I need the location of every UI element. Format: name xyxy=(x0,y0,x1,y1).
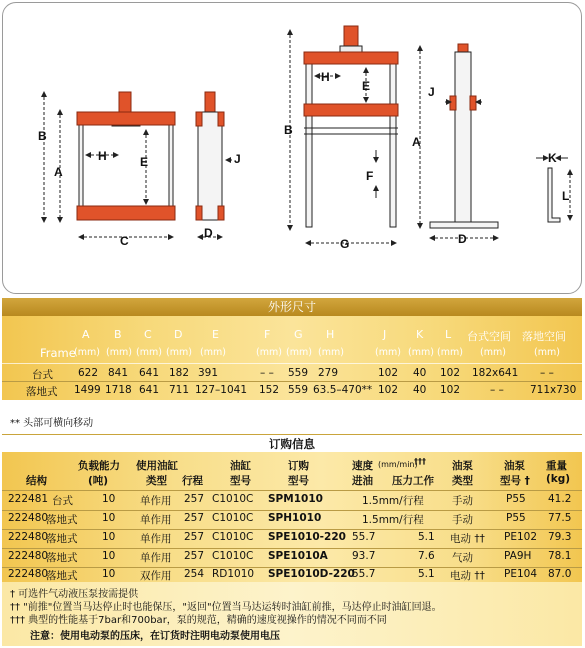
press-frame-drawing xyxy=(0,0,585,298)
hdr-advance: 进油 xyxy=(352,475,373,487)
dim-cell: 559 xyxy=(288,367,309,379)
row-model: SPE1010-220 xyxy=(268,531,346,543)
hdr-weight-1: 重量 xyxy=(546,460,567,472)
row-pump-type: 气动 xyxy=(452,552,473,564)
label-b-floor: B xyxy=(284,123,293,137)
ordering-notes xyxy=(2,582,582,646)
row-advance: 55.7 xyxy=(352,531,376,543)
dim-cell: 711 xyxy=(169,384,190,396)
row-speed-note: 1.5mm/行程 xyxy=(362,495,424,507)
label-d: D xyxy=(204,226,213,240)
ordering-title: 订购信息 xyxy=(269,437,315,451)
dim-cell: 1499 xyxy=(74,384,101,396)
row-stroke: 257 xyxy=(184,550,205,562)
dim-cell: 182x641 xyxy=(472,367,519,379)
col-g: G xyxy=(294,328,303,341)
row-advance: 93.7 xyxy=(352,550,376,562)
label-b: B xyxy=(38,129,47,143)
hdr-capacity-unit: (吨) xyxy=(88,475,109,487)
hdr-pressure: 压力工作 xyxy=(392,475,434,487)
hdr-cylinder-model-2: 型号 xyxy=(230,475,251,487)
hdr-pump-type-1: 油泵 xyxy=(452,460,473,472)
row-cylinder: C1010C xyxy=(212,493,254,505)
dim-cell: – – xyxy=(260,367,274,379)
row-pump-type: 手动 xyxy=(452,495,473,507)
dim-cell: – – xyxy=(490,384,504,396)
unit-d: (mm) xyxy=(166,347,192,358)
table-row xyxy=(2,531,582,548)
label-f: F xyxy=(366,169,374,183)
dim-cell: 182 xyxy=(169,367,190,379)
dim-cell: 152 xyxy=(259,384,280,396)
row-structure: 落地式 xyxy=(46,552,78,564)
technical-drawing xyxy=(0,0,585,298)
unit-b: (mm) xyxy=(106,347,132,358)
row-code: 222480 xyxy=(8,531,49,543)
frame-label: Frame xyxy=(40,346,76,360)
row-type: 单作用 xyxy=(140,514,172,526)
row-structure: 台式 xyxy=(52,495,73,507)
row-speed-note: 1.5mm/行程 xyxy=(362,514,424,526)
hdr-speed-marks: ††† xyxy=(414,457,426,466)
row-code: 222480 xyxy=(8,512,49,524)
table-row xyxy=(2,550,582,567)
bench-press-front-view xyxy=(44,92,175,237)
dim-cell: 63.5–470** xyxy=(313,384,373,396)
dimensions-title: 外形尺寸 xyxy=(267,300,316,314)
dim-cell: 40 xyxy=(413,367,427,379)
dimensions-footnote: ** 头部可横向移动 xyxy=(10,418,94,429)
row-weight: 77.5 xyxy=(548,512,572,524)
hdr-speed-unit: (mm/min) xyxy=(378,460,418,469)
unit-e: (mm) xyxy=(200,347,226,358)
col-c: C xyxy=(144,328,152,341)
dim-cell: 102 xyxy=(378,384,399,396)
row-structure: 落地式 xyxy=(46,514,78,526)
dim-cell: 102 xyxy=(378,367,399,379)
dim-cell: 711x730 xyxy=(530,384,577,396)
row-code: 222480 xyxy=(8,550,49,562)
row-type: 单作用 xyxy=(140,552,172,564)
row-pump-model: PA9H xyxy=(504,550,532,562)
dim-cell: 1718 xyxy=(105,384,132,396)
unit-k: (mm) xyxy=(408,347,434,358)
row-weight: 78.1 xyxy=(548,550,572,562)
dim-cell: 391 xyxy=(198,367,219,379)
label-h: H xyxy=(98,149,107,163)
row-stroke: 257 xyxy=(184,512,205,524)
dim-cell: 641 xyxy=(139,367,160,379)
unit-f: (mm) xyxy=(256,347,282,358)
unit-a: (mm) xyxy=(74,347,100,358)
unit-g: (mm) xyxy=(286,347,312,358)
label-d-floor: D xyxy=(458,232,467,246)
dim-cell: 279 xyxy=(318,367,339,379)
dimensions-table xyxy=(2,316,582,400)
row-pressure: 5.1 xyxy=(418,568,435,580)
dimensions-title-band xyxy=(2,298,582,316)
row-pump-model: PE102 xyxy=(504,531,538,543)
hdr-capacity: 负载能力 xyxy=(78,460,120,472)
hdr-cylinder-type-2: 类型 xyxy=(146,475,167,487)
col-k: K xyxy=(416,328,424,341)
row-capacity: 10 xyxy=(102,550,116,562)
row-stroke: 257 xyxy=(184,493,205,505)
label-a-floor: A xyxy=(412,135,421,149)
col-b: B xyxy=(114,328,122,341)
row-model: SPM1010 xyxy=(268,493,323,505)
row-structure: 落地式 xyxy=(46,570,78,582)
dim-cell: – – xyxy=(540,367,554,379)
dim-cell: 40 xyxy=(413,384,427,396)
row-cylinder: RD1010 xyxy=(212,568,255,580)
row-advance: 55.7 xyxy=(352,568,376,580)
row-pump-model: P55 xyxy=(506,493,526,505)
label-g: G xyxy=(340,237,350,251)
dim-cell: 127–1041 xyxy=(195,384,248,396)
label-k: K xyxy=(548,151,557,165)
hdr-cylinder-type-1: 使用油缸 xyxy=(136,460,178,472)
dim-row-floor-label: 落地式 xyxy=(26,386,58,398)
hdr-speed: 速度 xyxy=(352,460,373,472)
row-pump-type: 电动 †† xyxy=(450,533,485,545)
floor-press-front-view xyxy=(290,26,398,243)
row-cylinder: C1010C xyxy=(212,531,254,543)
col-a: A xyxy=(82,328,90,341)
row-capacity: 10 xyxy=(102,568,116,580)
row-type: 单作用 xyxy=(140,533,172,545)
label-e-floor: E xyxy=(362,79,371,93)
dim-cell: 841 xyxy=(108,367,129,379)
dim-cell: 622 xyxy=(78,367,99,379)
row-stroke: 254 xyxy=(184,568,205,580)
note-4: 注意：使用电动泵的压床，在订货时注明电动泵使用电压 xyxy=(30,631,280,642)
label-h-floor: H xyxy=(321,70,330,84)
col-j: J xyxy=(383,328,387,341)
unit-floor-space: (mm) xyxy=(534,347,560,358)
unit-c: (mm) xyxy=(136,347,162,358)
label-j-floor: J xyxy=(428,85,435,99)
row-pump-model: PE104 xyxy=(504,568,538,580)
row-cylinder: C1010C xyxy=(212,550,254,562)
table-row xyxy=(2,493,582,510)
col-d: D xyxy=(174,328,183,341)
unit-l: (mm) xyxy=(437,347,463,358)
row-code: 222480 xyxy=(8,568,49,580)
hdr-pump-model-2: 型号 † xyxy=(500,475,530,487)
row-structure: 落地式 xyxy=(46,533,78,545)
hdr-stroke: 行程 xyxy=(182,475,203,487)
bench-press-side-view xyxy=(196,92,232,237)
label-c: C xyxy=(120,234,129,248)
col-floor-space: 落地空间 xyxy=(522,330,566,343)
col-f: F xyxy=(264,328,271,341)
row-model: SPE1010A xyxy=(268,550,328,562)
dim-row-bench-label: 台式 xyxy=(32,369,53,381)
row-code: 222481 xyxy=(8,493,49,505)
hdr-structure: 结构 xyxy=(26,475,47,487)
row-stroke: 257 xyxy=(184,531,205,543)
row-pressure: 7.6 xyxy=(418,550,435,562)
col-h: H xyxy=(326,328,335,341)
unit-h: (mm) xyxy=(318,347,344,358)
dim-cell: 641 xyxy=(139,384,160,396)
row-model: SPH1010 xyxy=(268,512,322,524)
label-j: J xyxy=(234,152,241,166)
note-1: † 可选件气动液压泵按需提供 xyxy=(10,589,139,600)
row-weight: 41.2 xyxy=(548,493,572,505)
hdr-pump-model-1: 油泵 xyxy=(504,460,525,472)
row-weight: 79.3 xyxy=(548,531,572,543)
row-weight: 87.0 xyxy=(548,568,572,580)
note-3: ††† 典型的性能基于7bar和700bar，泵的规范，精确的速度视操作的情况不同而不同 xyxy=(10,615,387,626)
row-pressure: 5.1 xyxy=(418,531,435,543)
dim-cell: 102 xyxy=(440,384,461,396)
hdr-pump-type-2: 类型 xyxy=(452,475,473,487)
row-pump-type: 电动 †† xyxy=(450,570,485,582)
note-2: †† "前推"位置当马达停止时也能保压，"返回"位置当马达运转时油缸前推，马达停止时油缸回退。 xyxy=(10,602,442,613)
row-cylinder: C1010C xyxy=(212,512,254,524)
label-l: L xyxy=(562,189,570,203)
floor-press-side-view xyxy=(420,44,498,238)
row-type: 双作用 xyxy=(140,570,172,582)
hdr-order-model-1: 订购 xyxy=(288,460,309,472)
row-pump-model: P55 xyxy=(506,512,526,524)
dim-cell: 559 xyxy=(288,384,309,396)
table-row xyxy=(2,569,582,582)
unit-j: (mm) xyxy=(375,347,401,358)
hdr-weight-2: (kg) xyxy=(546,473,571,485)
row-model: SPE1010D-220 xyxy=(268,568,355,580)
row-capacity: 10 xyxy=(102,512,116,524)
label-e: E xyxy=(140,155,149,169)
row-type: 单作用 xyxy=(140,495,172,507)
hdr-cylinder-model-1: 油缸 xyxy=(230,460,251,472)
col-bench-space: 台式空间 xyxy=(467,330,511,343)
col-l: L xyxy=(445,328,452,341)
ordering-table xyxy=(2,452,582,582)
row-capacity: 10 xyxy=(102,531,116,543)
dim-cell: 102 xyxy=(440,367,461,379)
unit-bench-space: (mm) xyxy=(480,347,506,358)
row-pump-type: 手动 xyxy=(452,514,473,526)
col-e: E xyxy=(212,328,219,341)
table-row xyxy=(2,512,582,529)
hdr-order-model-2: 型号 xyxy=(288,475,309,487)
row-capacity: 10 xyxy=(102,493,116,505)
label-a: A xyxy=(54,165,63,179)
ordering-title-bar xyxy=(2,434,582,452)
